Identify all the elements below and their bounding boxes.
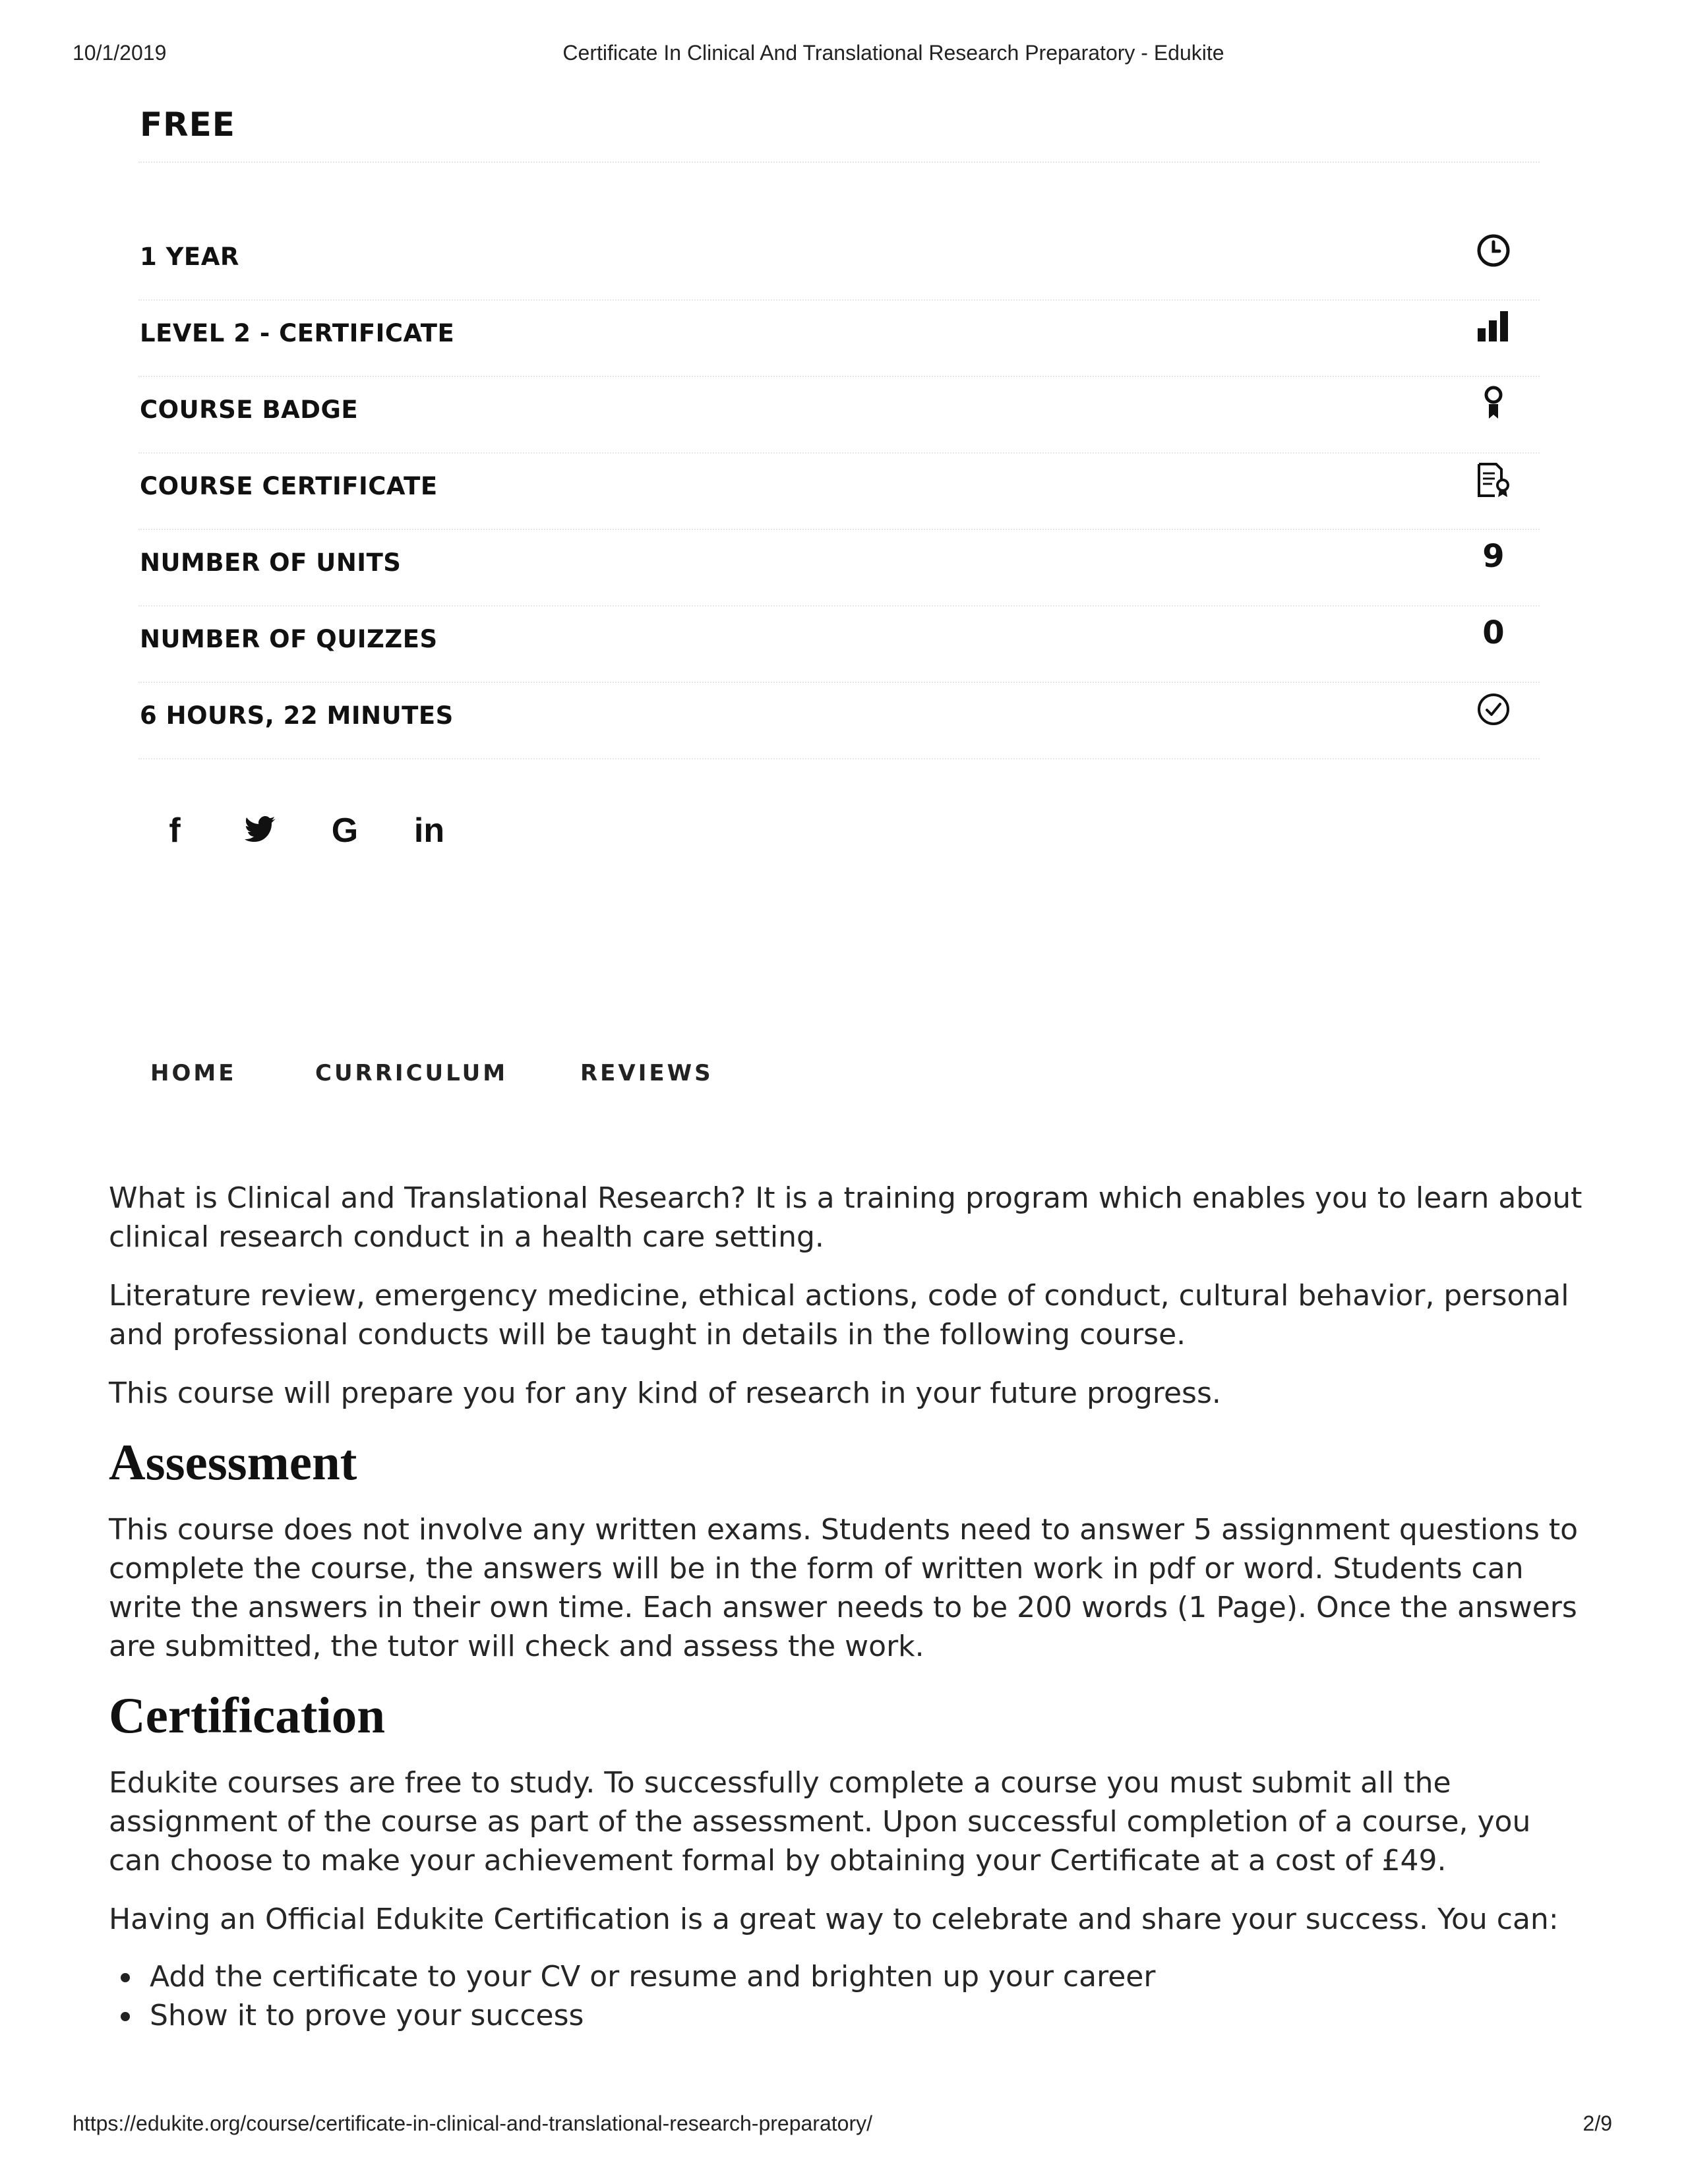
certification-benefits-list — [109, 1957, 1586, 2035]
meta-label: 1 YEAR — [140, 243, 239, 271]
meta-row-quizzes — [138, 606, 1540, 683]
meta-label: NUMBER OF QUIZZES — [140, 625, 438, 653]
print-title: Certificate In Clinical And Translational Research Preparatory - Edukite — [562, 41, 1224, 65]
twitter-share-button[interactable] — [237, 808, 284, 854]
meta-row-units — [138, 530, 1540, 606]
meta-label: 6 HOURS, 22 MINUTES — [140, 701, 454, 730]
intro-paragraph: Literature review, emergency medicine, ethical actions, code of conduct, cultural behavior, personal and professional conducts will be taught in details in the following course. — [109, 1279, 1569, 1351]
twitter-icon — [245, 811, 276, 850]
page-number: 2/9 — [1582, 2111, 1612, 2135]
bar-chart-icon — [1467, 307, 1520, 347]
course-meta-list — [138, 224, 1540, 759]
linkedin-icon: in — [413, 812, 445, 850]
divider — [138, 162, 1540, 163]
print-footer — [0, 2111, 1688, 2138]
certification-paragraph: Edukite courses are free to study. To successfully complete a course you must submit all the assignment of the course as part of the assessment. Upon successful completion of a course, you can choose to make your achievement formal by obtaining your Certificate at a cost of £49. — [109, 1766, 1531, 1877]
tab-curriculum[interactable]: CURRICULUM — [315, 1060, 508, 1086]
intro-paragraph: This course will prepare you for any kind of research in your future progress. — [109, 1376, 1221, 1410]
clock-icon — [1467, 231, 1520, 270]
facebook-share-button[interactable] — [152, 808, 198, 854]
badge-icon — [1467, 384, 1520, 423]
units-count: 9 — [1482, 538, 1505, 575]
tab-home[interactable]: HOME — [150, 1060, 237, 1086]
meta-row-level — [138, 301, 1540, 377]
meta-row-badge — [138, 377, 1540, 454]
tab-reviews[interactable]: REVIEWS — [580, 1060, 713, 1086]
course-description — [109, 1179, 1586, 2035]
assessment-heading: Assessment — [109, 1434, 357, 1490]
meta-label: LEVEL 2 - CERTIFICATE — [140, 319, 455, 347]
meta-row-duration — [138, 224, 1540, 301]
list-item: Show it to prove your success — [109, 1996, 1586, 2035]
google-icon: G — [331, 812, 359, 850]
facebook-icon: f — [169, 812, 181, 850]
check-circle-icon — [1467, 690, 1520, 729]
certificate-icon — [1467, 460, 1520, 500]
certification-heading: Certification — [109, 1687, 386, 1744]
print-header — [0, 41, 1688, 67]
quizzes-count: 0 — [1482, 614, 1505, 651]
print-date: 10/1/2019 — [73, 41, 167, 65]
certification-paragraph: Having an Official Edukite Certification is a great way to celebrate and share your success. You can: — [109, 1903, 1559, 1936]
assessment-text: This course does not involve any written exams. Students need to answer 5 assignment questions to complete the course, the answers will be in the form of written work in pdf or word. Students can write the answers in their own time. Each answer needs to be 200 words (1 Page). Once the answers are submitted, the tutor will check and assess the work. — [109, 1513, 1579, 1663]
meta-label: COURSE CERTIFICATE — [140, 472, 438, 500]
google-share-button[interactable] — [322, 808, 368, 854]
meta-label: COURSE BADGE — [140, 396, 359, 424]
linkedin-share-button[interactable] — [406, 808, 452, 854]
meta-row-certificate — [138, 454, 1540, 530]
meta-row-hours — [138, 683, 1540, 759]
intro-paragraph: What is Clinical and Translational Research? It is a training program which enables you to learn about clinical research conduct in a health care setting. — [109, 1181, 1582, 1254]
course-price: FREE — [140, 105, 235, 144]
list-item: Add the certificate to your CV or resume and brighten up your career — [109, 1957, 1586, 1996]
print-url: https://edukite.org/course/certificate-in-clinical-and-translational-research-preparatory/ — [73, 2111, 872, 2135]
meta-label: NUMBER OF UNITS — [140, 548, 402, 577]
